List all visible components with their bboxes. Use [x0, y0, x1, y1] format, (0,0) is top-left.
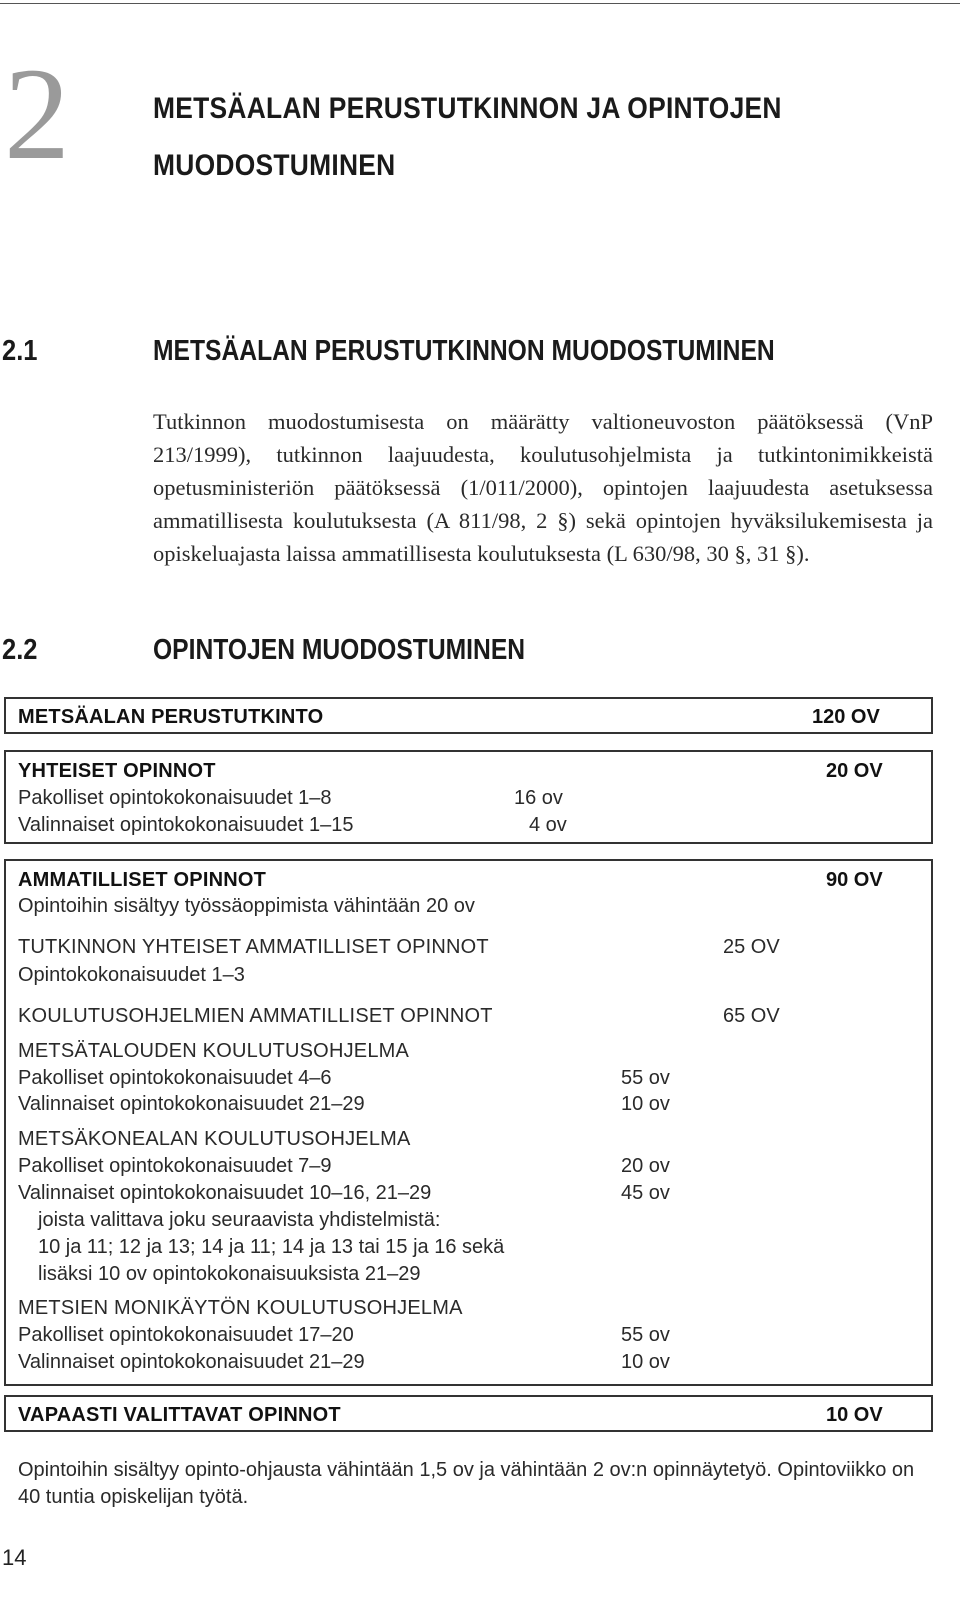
free-studies-label: VAPAASTI VALITTAVAT OPINNOT	[18, 1404, 341, 1426]
section-number-2-2: 2.2	[2, 634, 38, 666]
multiuse-row-2-value: 10 ov	[621, 1351, 670, 1373]
machinery-note-3: lisäksi 10 ov opintokokonaisuuksista 21–29	[38, 1263, 421, 1285]
top-rule	[0, 3, 960, 4]
degree-total: 120 OV	[812, 706, 880, 728]
vocational-studies-box	[4, 859, 933, 1386]
intro-paragraph: Tutkinnon muodostumisesta on määrätty valtioneuvoston päätöksessä (VnP 213/1999), tutkinnon laajuudesta, koulutusohjelmista ja tutkintonimikkeistä opetusministeriön päätöksessä (1/011/2000), opintojen laajuudesta asetuksessa ammatillisesta koulutuksesta (A 811/98, 2 §) sekä opintojen hyväksilukemisesta ja opiskeluajasta laissa ammatillisesta koulutuksesta (L 630/98, 30 §, 31 §).	[153, 409, 933, 566]
machinery-note-2: 10 ja 11; 12 ja 13; 14 ja 11; 14 ja 13 tai 15 ja 16 sekä	[38, 1236, 505, 1258]
common-studies-total: 20 OV	[826, 760, 883, 782]
forestry-row-2-value: 10 ov	[621, 1093, 670, 1115]
shared-vocational-value: 25 OV	[723, 936, 780, 958]
chapter-title-line2: MUODOSTUMINEN	[153, 149, 396, 182]
section-title-2-1: METSÄALAN PERUSTUTKINNON MUODOSTUMINEN	[153, 335, 775, 367]
machinery-note-1: joista valittava joku seuraavista yhdistelmistä:	[38, 1209, 441, 1231]
section-title-2-2: OPINTOJEN MUODOSTUMINEN	[153, 634, 526, 666]
common-studies-label: YHTEISET OPINNOT	[18, 760, 216, 782]
chapter-number: 2	[4, 40, 70, 187]
forestry-row-1-label: Pakolliset opintokokonaisuudet 4–6	[18, 1067, 332, 1089]
programmes-value: 65 OV	[723, 1005, 780, 1027]
multiuse-row-2-label: Valinnaiset opintokokonaisuudet 21–29	[18, 1351, 365, 1373]
shared-vocational-sub: Opintokokonaisuudet 1–3	[18, 964, 245, 986]
free-studies-total: 10 OV	[826, 1404, 883, 1426]
multiuse-row-1-label: Pakolliset opintokokonaisuudet 17–20	[18, 1324, 354, 1346]
section-number-2-1: 2.1	[2, 335, 38, 367]
chapter-title	[153, 80, 787, 194]
forestry-programme-label: METSÄTALOUDEN KOULUTUSOHJELMA	[18, 1040, 410, 1062]
machinery-row-1-label: Pakolliset opintokokonaisuudet 7–9	[18, 1155, 332, 1177]
common-studies-box	[4, 750, 933, 844]
footer-note: Opintoihin sisältyy opinto-ohjausta vähintään 1,5 ov ja vähintään 2 ov:n opinnäytetyö. Opintoviikko on 40 tuntia opiskelijan työtä.	[18, 1459, 915, 1508]
degree-label: METSÄALAN PERUSTUTKINTO	[18, 706, 324, 728]
free-studies-box	[4, 1395, 933, 1432]
vocational-label: AMMATILLISET OPINNOT	[18, 869, 267, 891]
multiuse-programme-label: METSIEN MONIKÄYTÖN KOULUTUSOHJELMA	[18, 1297, 463, 1319]
shared-vocational-label: TUTKINNON YHTEISET AMMATILLISET OPINNOT	[18, 936, 489, 958]
page-number: 14	[2, 1545, 27, 1570]
machinery-programme-label: METSÄKONEALAN KOULUTUSOHJELMA	[18, 1128, 411, 1150]
chapter-title-line1: METSÄALAN PERUSTUTKINNON JA OPINTOJEN	[153, 92, 782, 125]
machinery-row-1-value: 20 ov	[621, 1155, 670, 1177]
common-row-2-value: 4 ov	[529, 814, 567, 836]
forestry-row-2-label: Valinnaiset opintokokonaisuudet 21–29	[18, 1093, 365, 1115]
common-row-1-value: 16 ov	[514, 787, 563, 809]
vocational-total: 90 OV	[826, 869, 883, 891]
common-row-1-label: Pakolliset opintokokonaisuudet 1–8	[18, 787, 332, 809]
multiuse-row-1-value: 55 ov	[621, 1324, 670, 1346]
machinery-row-2-value: 45 ov	[621, 1182, 670, 1204]
machinery-row-2-label: Valinnaiset opintokokonaisuudet 10–16, 21–29	[18, 1182, 432, 1204]
degree-box	[4, 697, 933, 734]
forestry-row-1-value: 55 ov	[621, 1067, 670, 1089]
programmes-label: KOULUTUSOHJELMIEN AMMATILLISET OPINNOT	[18, 1005, 493, 1027]
vocational-note: Opintoihin sisältyy työssäoppimista vähintään 20 ov	[18, 895, 475, 917]
common-row-2-label: Valinnaiset opintokokonaisuudet 1–15	[18, 814, 354, 836]
